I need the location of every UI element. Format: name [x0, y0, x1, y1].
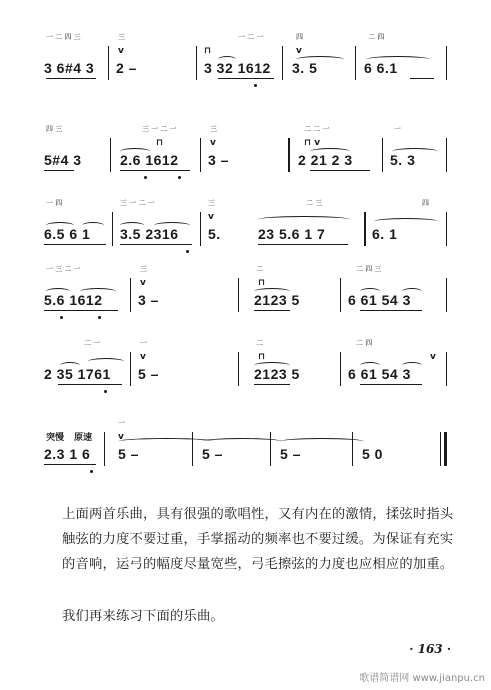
fingering-marks: 四: [296, 33, 303, 41]
score-line-4: [0, 262, 491, 322]
note-group: 6 61 54 3: [348, 292, 411, 308]
score-line-5: [0, 336, 491, 396]
note-group: 5 –: [118, 446, 139, 462]
measure: [276, 416, 346, 476]
bow-mark: v: [140, 352, 146, 362]
measure: [136, 262, 226, 322]
paragraph: 我们再来练习下面的乐曲。: [62, 609, 224, 624]
bow-mark: v: [208, 212, 214, 222]
bow-mark: v: [118, 432, 124, 442]
bow-mark: v: [210, 138, 216, 148]
measure: [44, 30, 104, 90]
body-text-2: [62, 604, 457, 629]
note-group: 2 35 1761: [44, 366, 111, 382]
fingering-marks: 三: [118, 33, 125, 41]
note-group: 3 6#4 3: [44, 60, 95, 76]
bow-mark: v: [430, 352, 436, 362]
fingering-marks: 二 二 一: [304, 125, 330, 133]
measure: [358, 416, 438, 476]
measure: [244, 262, 334, 322]
measure: [362, 30, 442, 90]
note-group: 2123 5: [254, 366, 300, 382]
fingering-marks: 二 四: [356, 339, 373, 347]
measure: [290, 30, 350, 90]
note-group: 6. 1: [372, 226, 398, 242]
fingering-marks: 一 二 四 三: [46, 33, 81, 41]
bow-mark: ⊓: [156, 138, 164, 148]
fingering-marks: 二 四: [368, 33, 385, 41]
note-group: 3. 5: [292, 60, 318, 76]
score-line-3: [0, 196, 491, 256]
note-group: 23 5.6 1 7: [258, 226, 326, 242]
fingering-marks: 二 三: [306, 199, 323, 207]
note-group: 6 61 54 3: [348, 366, 411, 382]
measure: [114, 30, 184, 90]
measure: [44, 262, 124, 322]
note-group: 5 –: [202, 446, 223, 462]
measure: [44, 336, 124, 396]
measure: [44, 416, 104, 476]
fingering-marks: 一: [118, 419, 125, 427]
measure: [44, 196, 109, 256]
note-group: 3.5 2316: [120, 226, 179, 242]
measure: [112, 416, 192, 476]
measure: [116, 122, 196, 182]
note-group: 6.5 6 1: [44, 226, 91, 242]
fingering-marks: 三 一 二 一: [142, 125, 177, 133]
note-group: 6 6.1: [364, 60, 398, 76]
bow-mark: v: [118, 46, 124, 56]
bow-mark: ⊓: [258, 278, 266, 288]
bow-mark: ⊓: [204, 46, 212, 56]
note-group: 5#4 3: [44, 152, 82, 168]
fingering-marks: 四: [422, 199, 429, 207]
measure: [202, 30, 277, 90]
measure: [296, 122, 376, 182]
note-group: 5.6 1612: [44, 292, 103, 308]
fingering-marks: 二: [256, 265, 263, 273]
fingering-marks: 一 四: [46, 199, 63, 207]
measure: [206, 196, 246, 256]
note-group: 5 0: [362, 446, 383, 462]
measure: [118, 196, 198, 256]
fingering-marks: 一: [394, 125, 401, 133]
fingering-marks: 一 三 二 一: [46, 265, 81, 273]
score-line-6: [0, 416, 491, 476]
measure: [44, 122, 104, 182]
score-line-1: [0, 30, 491, 90]
measure: [346, 336, 441, 396]
paragraph: 上面两首乐曲，具有很强的歌唱性，又有内在的激情，揉弦时指头触弦的力度不要过重，手掌摇动的频率也不要过缓。为保证有充实的音响，运弓的幅度尽量宽些，弓毛擦弦的力度也应相应的加重。: [62, 507, 454, 572]
body-text: [62, 502, 457, 577]
measure: [198, 416, 268, 476]
fingering-marks: 二 一: [84, 339, 101, 347]
fingering-marks: 三: [210, 125, 217, 133]
note-group: 2123 5: [254, 292, 300, 308]
measure: [370, 196, 440, 256]
score-line-2: [0, 122, 491, 182]
note-group: 2.3 1 6: [44, 446, 91, 462]
bow-mark: ⊓: [258, 352, 266, 362]
measure: [256, 196, 356, 256]
fingering-marks: 一 二 一: [238, 33, 264, 41]
watermark: 歌谱简谱网 www.jianpu.cn: [359, 673, 485, 684]
measure: [388, 122, 448, 182]
measure: [244, 336, 334, 396]
fingering-marks: 四 三: [46, 125, 63, 133]
bow-mark: v: [296, 46, 302, 56]
measure: [136, 336, 226, 396]
note-group: 5 –: [280, 446, 301, 462]
note-group: 5.: [208, 226, 221, 242]
measure: [206, 122, 276, 182]
note-group: 3 –: [208, 152, 229, 168]
note-group: 3 –: [138, 292, 159, 308]
tempo-marking: 突慢: [46, 433, 65, 443]
note-group: 5. 3: [390, 152, 416, 168]
page-number: · 163 ·: [409, 642, 451, 656]
fingering-marks: 二: [256, 339, 263, 347]
note-group: 5 –: [138, 366, 159, 382]
note-group: 3 32 1612: [204, 60, 271, 76]
fingering-marks: 三 一 二 一: [120, 199, 155, 207]
note-group: 2 21 2 3: [298, 152, 353, 168]
fingering-marks: 三: [208, 199, 215, 207]
note-group: 2.6 1612: [120, 152, 179, 168]
measure: [346, 262, 441, 322]
fingering-marks: 一: [140, 339, 147, 347]
bow-mark: v: [140, 278, 146, 288]
note-group: 2 –: [116, 60, 137, 76]
bow-mark: ⊓ v: [304, 138, 321, 148]
fingering-marks: 二 四 三: [356, 265, 382, 273]
tempo-marking: 原速: [74, 433, 93, 443]
fingering-marks: 三: [140, 265, 147, 273]
